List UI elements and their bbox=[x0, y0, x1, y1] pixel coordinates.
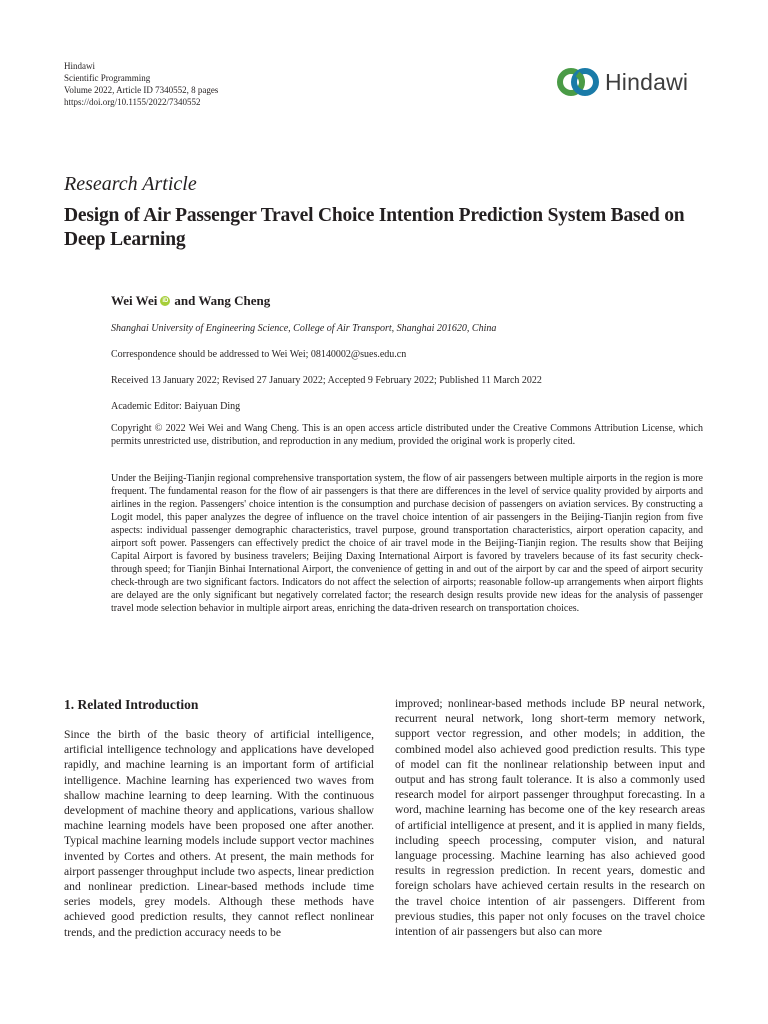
author-list bbox=[111, 292, 270, 310]
section-heading: 1. Related Introduction bbox=[64, 697, 199, 712]
journal-name: Scientific Programming bbox=[64, 73, 151, 83]
affiliation: Shanghai University of Engineering Science, College of Air Transport, Shanghai 201620, China bbox=[111, 323, 497, 334]
body-column-right bbox=[395, 696, 705, 939]
publisher-name: Hindawi bbox=[64, 61, 95, 71]
copyright-notice: Copyright © 2022 Wei Wei and Wang Cheng. This is an open access article distributed under the Creative Commons Attribution License, which permits unrestricted use, distribution, and reproduction in any medium, provided the original work is properly cited. bbox=[111, 423, 703, 447]
body-paragraph: improved; nonlinear-based methods include BP neural network, recurrent neural network, long short-term memory network, support vector regression, and other models; in addition, the combined model also achieved good prediction results. This type of model can fit the nonlinear relationship between input and output and has strong fault tolerance. It is also a commonly used research model for airport passenger throughput forecasting. In a word, machine learning has become one of the key research areas of artificial intelligence at present, and it is applied in many fields, including speech processing, computer vision, and natural language processing. Machine learning has also achieved good results in regression prediction. In recent years, domestic and foreign scholars have achieved certain results in the research on the travel choice intention of air passengers. Different from previous studies, this paper not only focuses on the travel choice intention of air passengers but also can more bbox=[395, 697, 705, 939]
publication-dates: Received 13 January 2022; Revised 27 January 2022; Accepted 9 February 2022; Published 11 March 2022 bbox=[111, 375, 542, 386]
academic-editor: Academic Editor: Baiyuan Ding bbox=[111, 401, 241, 412]
correspondence: Correspondence should be addressed to Wei Wei; 08140002@sues.edu.cn bbox=[111, 349, 407, 360]
doi-link[interactable]: https://doi.org/10.1155/2022/7340552 bbox=[64, 97, 201, 107]
author-wei-wei[interactable]: Wei Wei bbox=[111, 293, 158, 308]
hindawi-logo-icon bbox=[557, 64, 599, 100]
volume-line: Volume 2022, Article ID 7340552, 8 pages bbox=[64, 85, 219, 95]
hindawi-logo bbox=[557, 62, 707, 102]
logo-text: Hindawi bbox=[605, 68, 689, 95]
journal-meta bbox=[64, 60, 218, 108]
author-wang-cheng[interactable]: and Wang Cheng bbox=[174, 293, 271, 308]
article-title: Design of Air Passenger Travel Choice Intention Prediction System Based on Deep Learning bbox=[64, 205, 685, 250]
article-type: Research Article bbox=[64, 173, 197, 195]
orcid-icon[interactable]: iD bbox=[162, 298, 169, 304]
abstract: Under the Beijing-Tianjin regional comprehensive transportation system, the flow of air passengers between multiple airports in the region is more frequent. The fundamental reason for the flow of air passengers is that there are differences in the level of service quality provided by airports and airlines in the region. Passengers' choice intention is the consumption and purchase decision of passengers on aviation services. By constructing a Logit model, this paper analyzes the degree of influence on the travel choice intention of air passengers in the Beijing-Tianjin region from five aspects: individual passenger demographic characteristics, travel purpose, ground transportation characteristics, airport operation capacity, and airport soft power. Passengers can effectively predict the choice of air travel mode in the Beijing-Tianjin region. The results show that Beijing Capital Airport is favored by business travelers; Beijing Daxing International Airport is favored by travelers because of its fast security check-through speed; for Tianjin Binhai International Airport, the convenience of getting in and out of the airport by car and the speed of airport security check-through are two significant factors. Indicators do not affect the selection of airports; reasonable follow-up arrangements when airport flights are delayed are the only significant but negatively correlated factor; the research design results provide new ideas for the analysis of passenger travel mode selection behavior in multiple airport areas, enriching the data-driven research on transportation choices. bbox=[111, 473, 703, 614]
body-paragraph: Since the birth of the basic theory of artificial intelligence, artificial intelligence technology and applications have developed rapidly, and machine learning is an important form of artificial intelligence. Machine learning has experienced two waves from shallow machine learning to deep learning. With the continuous development of machine theory and applications, various shallow machine learning models have been proposed one after another. Typical machine learning models include support vector machines invented by Cortes and others. At present, the main methods for airport passenger throughput include two aspects, linear prediction and nonlinear prediction. Linear-based methods include time series models, grey models. Although these methods have achieved good prediction results, they cannot reflect nonlinear trends, and the prediction accuracy needs to be bbox=[64, 728, 374, 939]
body-column-left bbox=[64, 727, 374, 940]
